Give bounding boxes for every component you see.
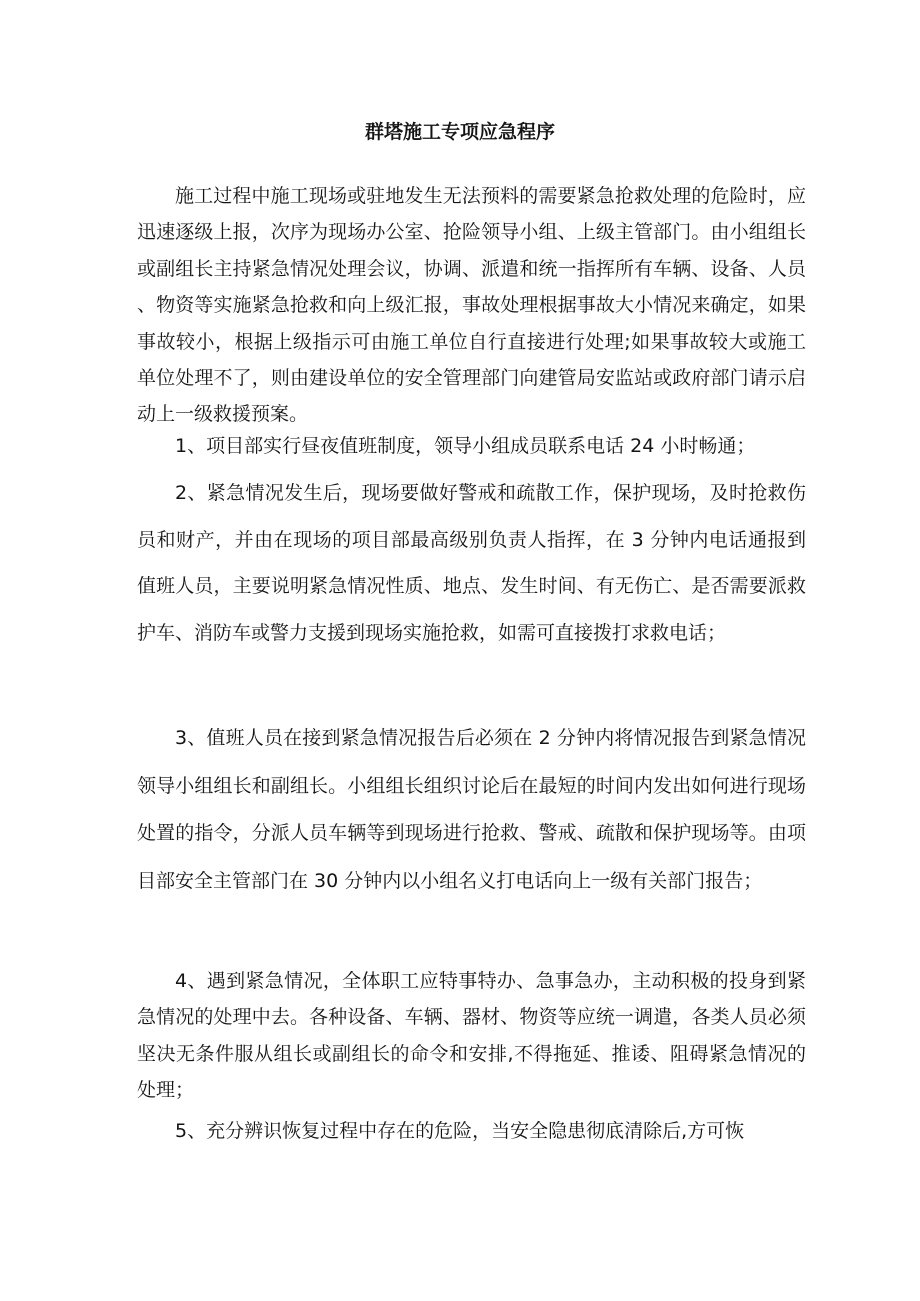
- procedure-item-3: 3、值班人员在接到紧急情况报告后必须在 2 分钟内将情况报告到紧急情况领导小组组长和副组长。小组组长组织讨论后在最短的时间内发出如何进行现场处置的指令，分派人员车辆等到现场进行抢救、警戒、疏散和保护现场等。由项目部安全主管部门在 30 分钟内以小组名义打电话向上一级有关部门报告；: [137, 727, 806, 892]
- procedure-item-2: 2、紧急情况发生后，现场要做好警戒和疏散工作，保护现场，及时抢救伤员和财产，并由在现场的项目部最高级别负责人指挥，在 3 分钟内电话通报到值班人员，主要说明紧急情况性质、地点、发生时间、有无伤亡、是否需要派救护车、消防车或警力支援到现场实施抢救，如需可直接拨打求救电话；: [137, 482, 806, 645]
- document-title: 群塔施工专项应急程序: [364, 121, 555, 143]
- procedure-item-1: 1、项目部实行昼夜值班制度，领导小组成员联系电话 24 小时畅通；: [175, 435, 756, 457]
- procedure-item-4: 4、遇到紧急情况，全体职工应特事特办、急事急办，主动积极的投身到紧急情况的处理中去。各种设备、车辆、器材、物资等应统一调遣，各类人员必须坚决无条件服从组长或副组长的命令和安排,不得拖延、推诿、阻碍紧急情况的处理；: [137, 970, 806, 1102]
- intro-paragraph: 施工过程中施工现场或驻地发生无法预料的需要紧急抢救处理的危险时，应迅速逐级上报，次序为现场办公室、抢险领导小组、上级主管部门。由小组组长或副组长主持紧急情况处理会议，协调、派遣和统一指挥所有车辆、设备、人员、物资等实施紧急抢救和向上级汇报，事故处理根据事故大小情况来确定，如果事故较小，根据上级指示可由施工单位自行直接进行处理;如果事故较大或施工单位处理不了，则由建设单位的安全管理部门向建管局安监站或政府部门请示启动上一级救援预案。: [137, 185, 806, 426]
- procedure-item-5: 5、充分辨识恢复过程中存在的危险，当安全隐患彻底清除后,方可恢: [175, 1120, 745, 1142]
